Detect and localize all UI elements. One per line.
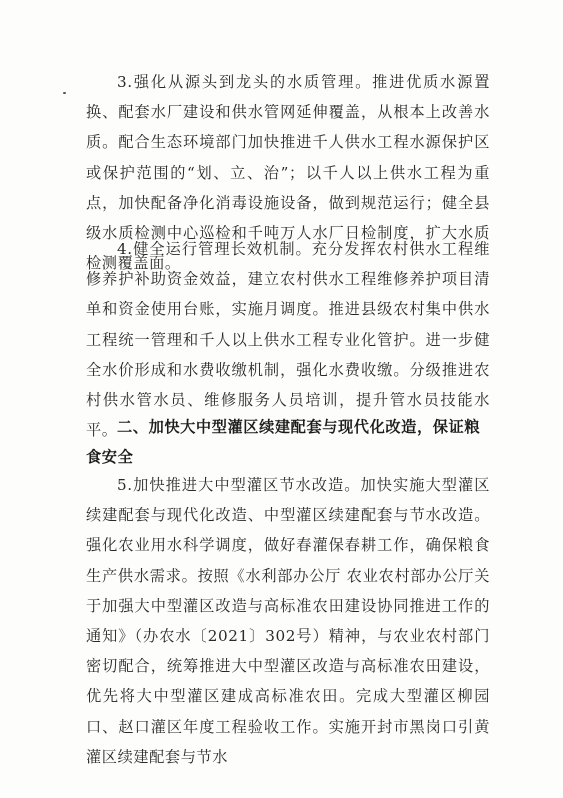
- paragraph-irrigation-renovation: 5.加快推进大中型灌区节水改造。加快实施大型灌区续建配套与现代化改造、中型灌区续建配套与节水改造。强化农业用水科学调度，做好春灌保春耕工作，确保粮食生产供水需求。按照《水利部办公厅 农业农村部办公厅关于加强大中型灌区改造与高标准农田建设协同推进工作的通知》（办农水〔2021〕302号）精神，与农业农村部门密切配合，统筹推进大中型灌区改造与高标准农田建设，优先将大中型灌区建成高标准农田。完成大型灌区柳园口、赵口灌区年度工程验收工作。实施开封市黑岗口引黄灌区续建配套与节水: [86, 476, 490, 766]
- section-heading-irrigation: 二、加快大中型灌区续建配套与现代化改造，保证粮食安全: [86, 418, 481, 467]
- paragraph-water-quality: 3.强化从源头到龙头的水质管理。推进优质水源置换、配套水厂建设和供水管网延伸覆盖，从根本上改善水质。配合生态环境部门加快推进千人供水工程水源保护区或保护范围的“划、立、治”；以千人以上供水工程为重点，加快配备净化消毒设施设备，做到规范运行；健全县级水质检测中心巡检和千吨万人水厂日检制度，扩大水质检测覆盖面。: [86, 73, 490, 273]
- paragraph-operation-management: 4.健全运行管理长效机制。充分发挥农村供水工程维修养护补助资金效益，建立农村供水工程维修养护项目清单和资金使用台账，实施月调度。推进县级农村集中供水工程统一管理和千人以上供水工程专业化管护。进一步健全水价形成和水费收缴机制，强化水费收缴。分级推进农村供水管水员、维修服务人员培训，提升管水员技能水平。: [86, 240, 490, 440]
- scan-speck: [63, 92, 66, 94]
